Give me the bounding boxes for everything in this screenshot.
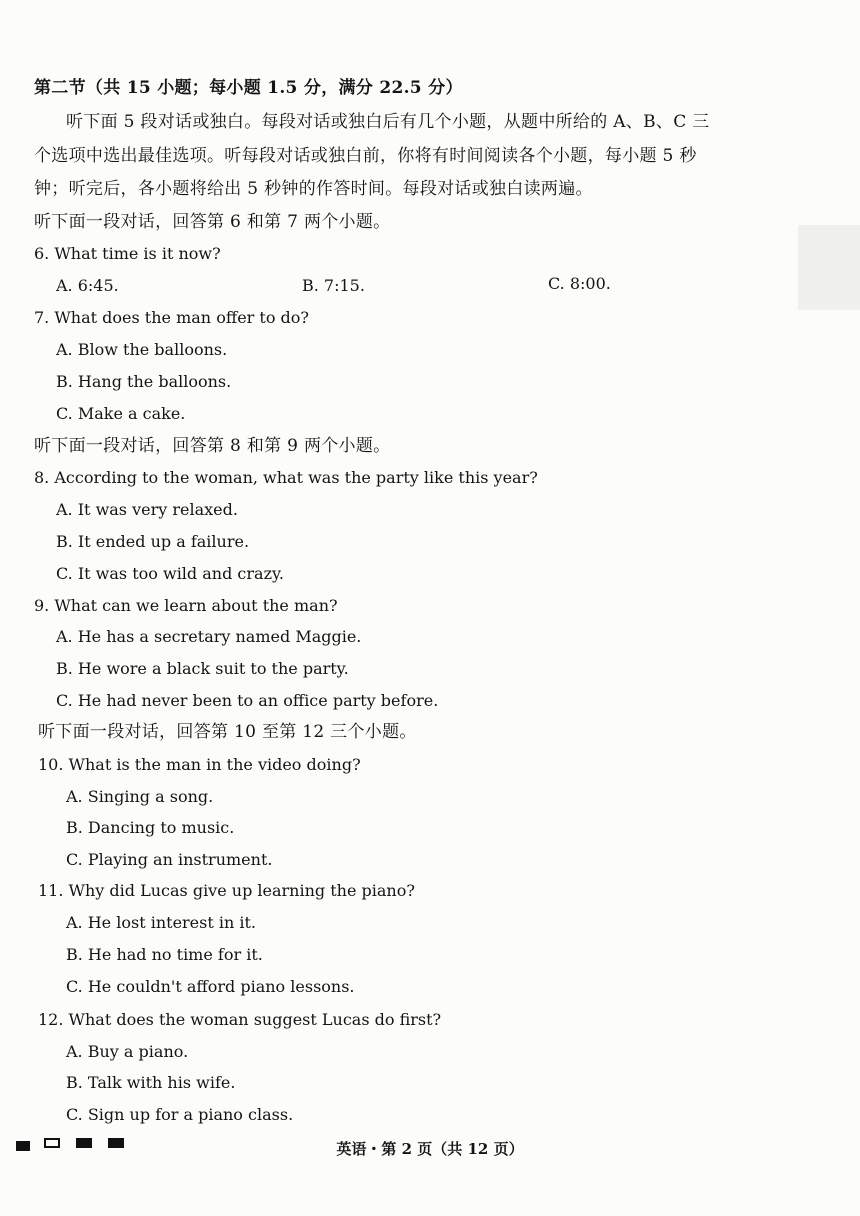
group-instruction-2: 听下面一段对话，回答第 8 和第 9 两个小题。 <box>34 436 391 456</box>
instructions-line-1: 听下面 5 段对话或独白。每段对话或独白后有几个小题，从题中所给的 A、B、C 三 <box>66 112 710 132</box>
question-11-option-b: B. He had no time for it. <box>66 945 263 964</box>
question-10-option-a: A. Singing a song. <box>66 787 214 806</box>
question-12-option-b: B. Talk with his wife. <box>66 1073 236 1092</box>
question-10-stem: 10. What is the man in the video doing? <box>38 755 361 774</box>
question-7-option-a: A. Blow the balloons. <box>56 340 228 359</box>
question-12-stem: 12. What does the woman suggest Lucas do first? <box>38 1010 442 1029</box>
question-7-stem: 7. What does the man offer to do? <box>34 308 309 327</box>
question-7-option-b: B. Hang the balloons. <box>56 372 232 391</box>
question-8-stem: 8. According to the woman, what was the party like this year? <box>34 468 538 487</box>
question-12-option-a: A. Buy a piano. <box>66 1042 189 1061</box>
question-6-option-a: A. 6:45. <box>56 276 119 295</box>
question-8-option-a: A. It was very relaxed. <box>56 500 238 519</box>
question-6-stem: 6. What time is it now? <box>34 244 221 263</box>
question-11-option-c: C. He couldn't afford piano lessons. <box>66 977 355 996</box>
question-12-option-c: C. Sign up for a piano class. <box>66 1105 294 1124</box>
page-footer: 英语・第 2 页（共 12 页） <box>336 1140 524 1158</box>
instructions-line-3: 钟；听完后，各小题将给出 5 秒钟的作答时间。每段对话或独白读两遍。 <box>34 179 593 199</box>
question-10-option-b: B. Dancing to music. <box>66 818 235 837</box>
question-8-option-b: B. It ended up a failure. <box>56 532 250 551</box>
question-9-option-c: C. He had never been to an office party before. <box>56 691 439 710</box>
question-8-option-c: C. It was too wild and crazy. <box>56 564 284 583</box>
scan-edge-shadow <box>798 225 860 310</box>
group-instruction-3: 听下面一段对话，回答第 10 至第 12 三个小题。 <box>38 722 417 742</box>
group-instruction-1: 听下面一段对话，回答第 6 和第 7 两个小题。 <box>34 212 391 232</box>
question-10-option-c: C. Playing an instrument. <box>66 850 273 869</box>
section-heading: 第二节（共 15 小题；每小题 1.5 分，满分 22.5 分） <box>34 78 463 98</box>
question-9-option-b: B. He wore a black suit to the party. <box>56 659 349 678</box>
question-7-option-c: C. Make a cake. <box>56 404 186 423</box>
question-11-stem: 11. Why did Lucas give up learning the piano? <box>38 881 415 900</box>
question-9-option-a: A. He has a secretary named Maggie. <box>56 627 362 646</box>
question-6-option-c: C. 8:00. <box>548 274 611 293</box>
question-6-option-b: B. 7:15. <box>302 276 365 295</box>
instructions-line-2: 个选项中选出最佳选项。听每段对话或独白前，你将有时间阅读各个小题，每小题 5 秒 <box>34 146 697 166</box>
question-9-stem: 9. What can we learn about the man? <box>34 596 338 615</box>
question-11-option-a: A. He lost interest in it. <box>66 913 257 932</box>
